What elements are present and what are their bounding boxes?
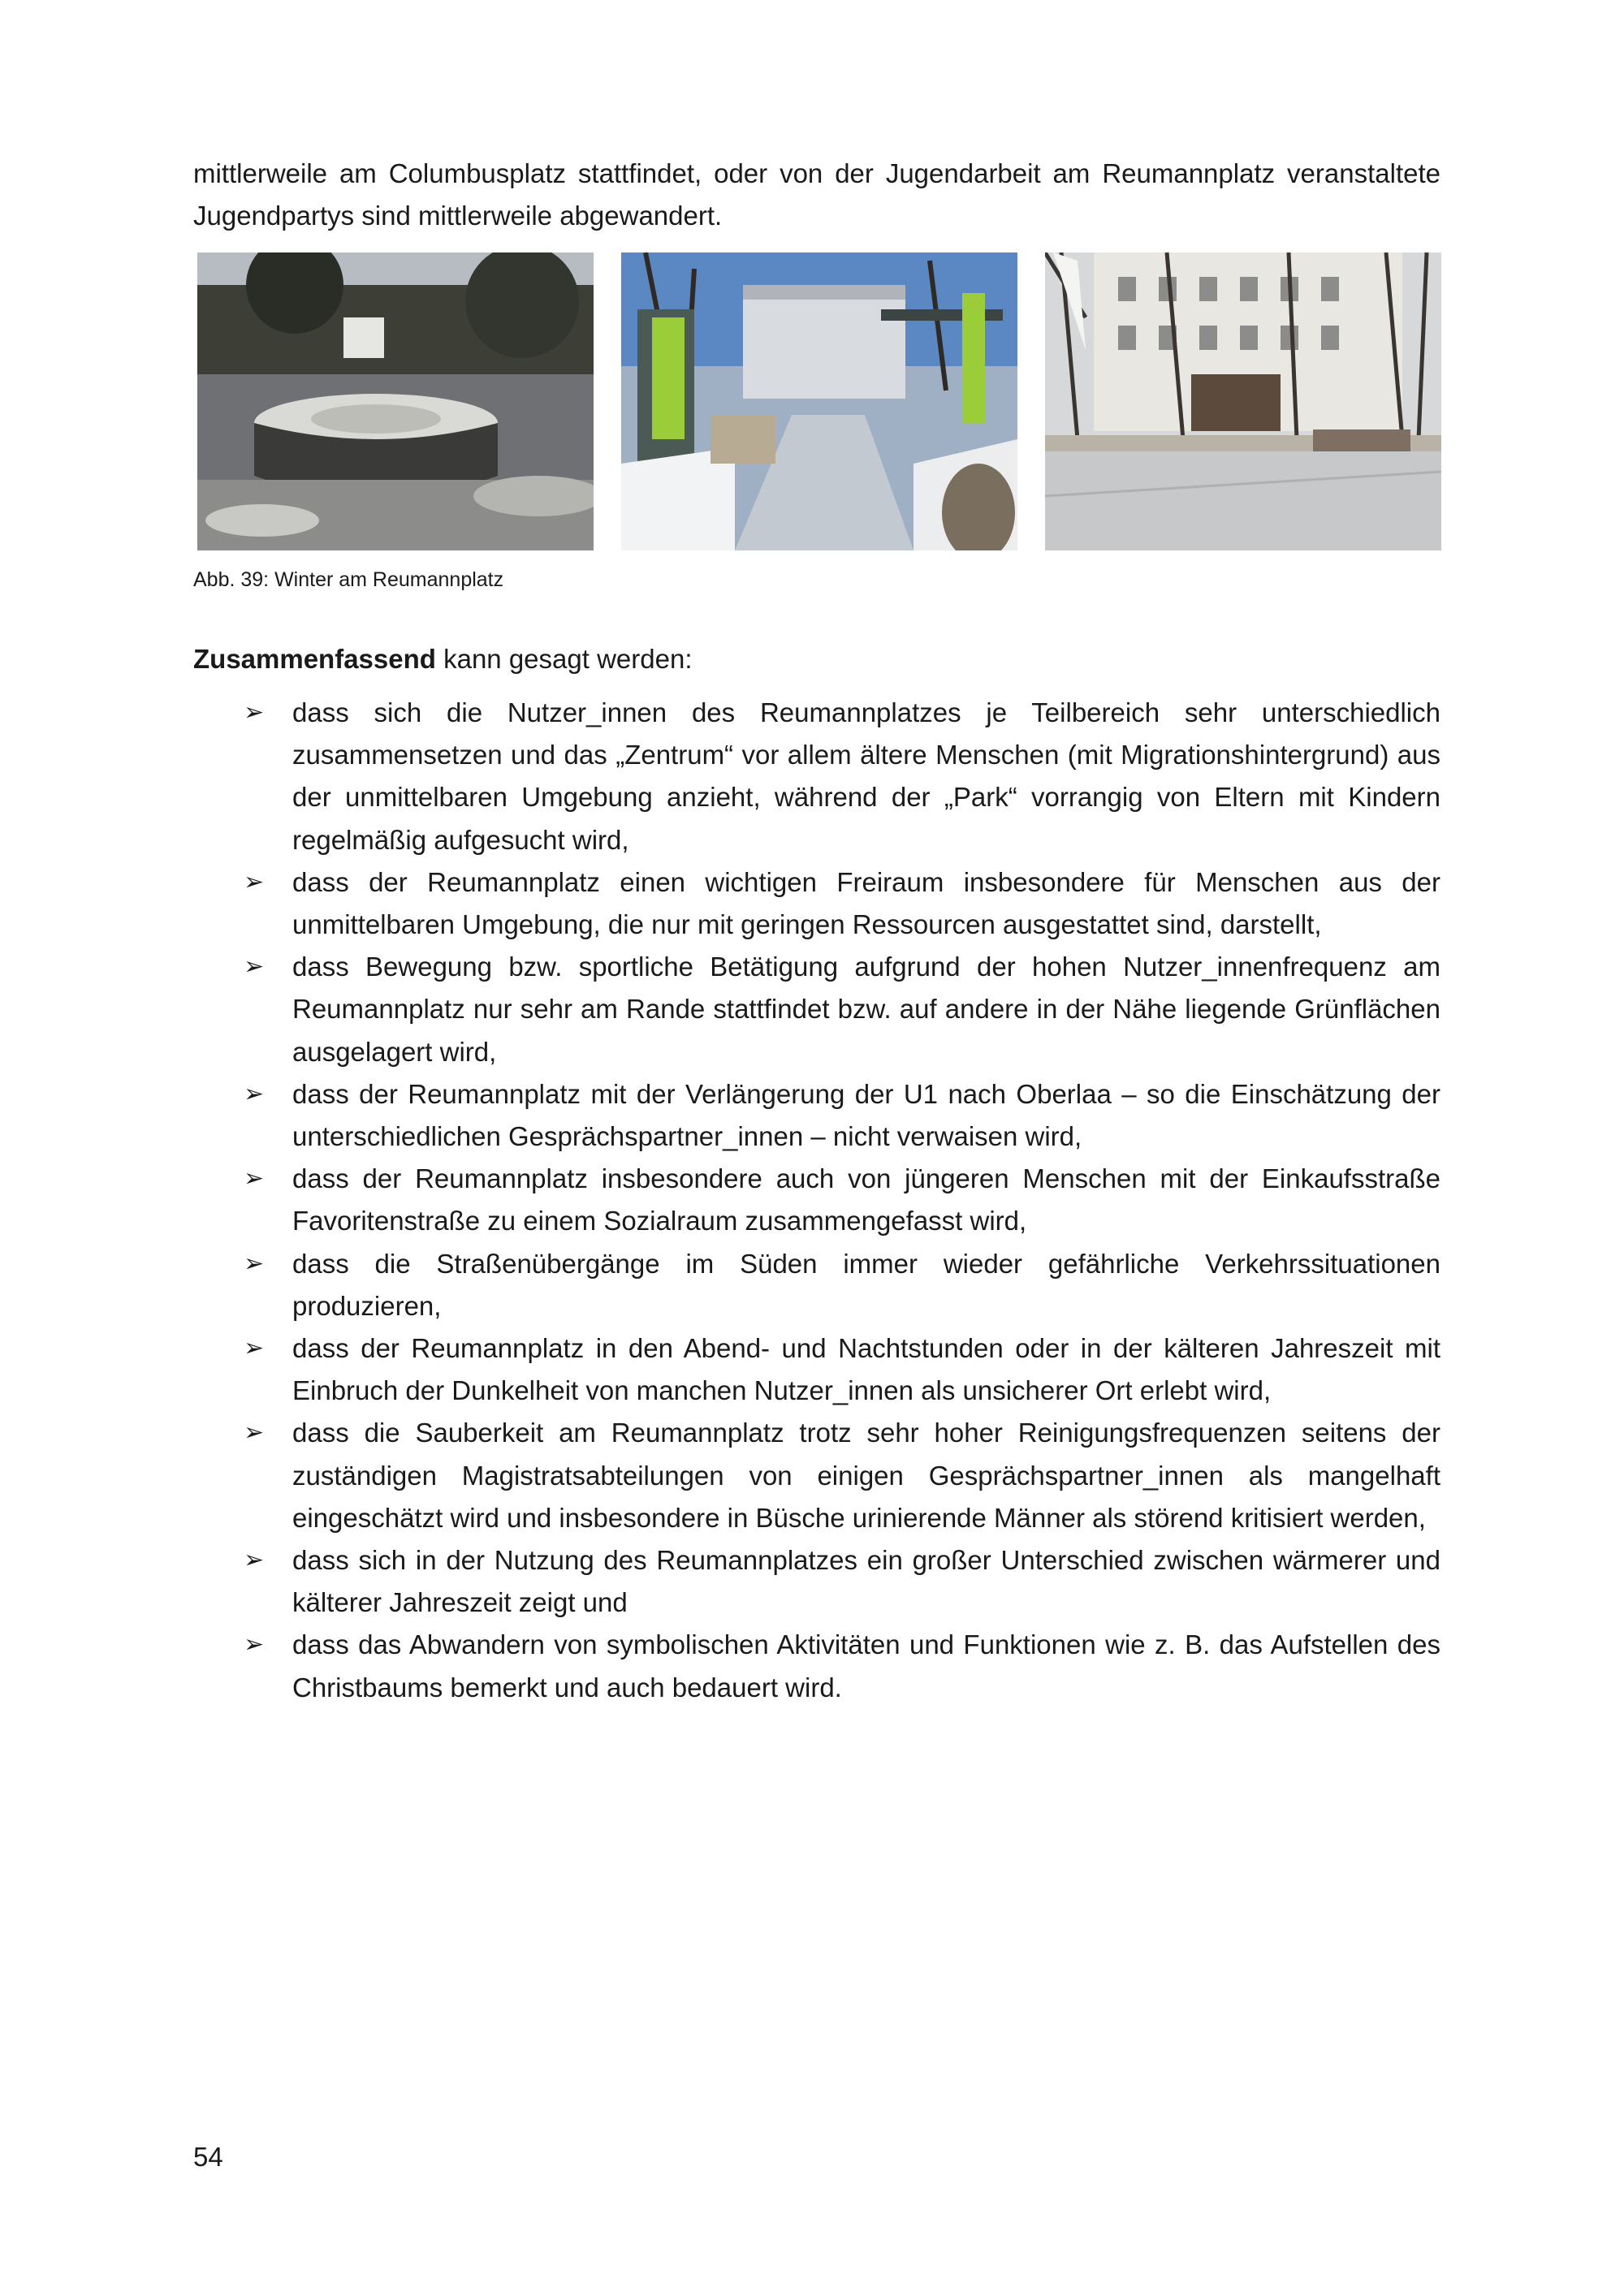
summary-lead-rest: kann gesagt werden:: [435, 644, 693, 674]
intro-paragraph: mittlerweile am Columbusplatz stattfindet, oder von der Jugendarbeit am Reumannplatz veranstaltete Jugendpartys sind mittlerweile abgewandert.: [193, 158, 1440, 231]
list-item: ➢ dass die Straßenübergänge im Süden immer wieder gefährliche Verkehrssituationen produzieren,: [193, 1243, 1440, 1327]
arrow-bullet-icon: ➢: [244, 868, 265, 896]
list-item: ➢ dass der Reumannplatz in den Abend- und Nachtstunden oder in der kälteren Jahreszeit mit Einbruch der Dunkelheit von manchen Nutzer_innen als unsicherer Ort erlebt wird,: [193, 1327, 1440, 1412]
arrow-bullet-icon: ➢: [244, 1165, 265, 1193]
list-item: ➢ dass sich die Nutzer_innen des Reumannplatzes je Teilbereich sehr unterschiedlich zusammensetzen und das „Zentrum“ vor allem ältere Menschen (mit Migrationshintergrund) aus der unmittelbaren Umgebung anzieht, während der „Park“ vorrangig von Eltern mit Kindern regelmäßig aufgesucht wird,: [193, 692, 1440, 861]
list-item: ➢ dass die Sauberkeit am Reumannplatz trotz sehr hoher Reinigungsfrequenzen seitens der zuständigen Magistratsabteilungen von einigen Gesprächspartner_innen als mangelhaft eingeschätzt wird und insbesondere in Büsche urinierende Männer als störend kritisiert werden,: [193, 1412, 1440, 1539]
page-number: 54: [193, 2142, 223, 2172]
photo-fountain: [197, 252, 594, 550]
photo-strip: [197, 252, 1445, 553]
summary-lead: [193, 638, 692, 680]
list-item: ➢ dass sich in der Nutzung des Reumannplatzes ein großer Unterschied zwischen wärmerer und kälterer Jahreszeit zeigt und: [193, 1539, 1440, 1624]
arrow-bullet-icon: ➢: [244, 1419, 265, 1447]
arrow-bullet-icon: ➢: [244, 1631, 265, 1659]
arrow-bullet-icon: ➢: [244, 1249, 265, 1277]
arrow-bullet-icon: ➢: [244, 1080, 265, 1107]
arrow-bullet-icon: ➢: [244, 1547, 265, 1574]
list-item: ➢ dass der Reumannplatz insbesondere auch von jüngeren Menschen mit der Einkaufsstraße Favoritenstraße zu einem Sozialraum zusammengefasst wird,: [193, 1158, 1440, 1242]
list-item: ➢ dass der Reumannplatz mit der Verlängerung der U1 nach Oberlaa – so die Einschätzung der unterschiedlichen Gesprächspartner_innen – nicht verwaisen wird,: [193, 1073, 1440, 1158]
arrow-bullet-icon: ➢: [244, 699, 265, 726]
figure-caption: Abb. 39: Winter am Reumannplatz: [193, 568, 504, 591]
list-item: ➢ dass der Reumannplatz einen wichtigen Freiraum insbesondere für Menschen aus der unmittelbaren Umgebung, die nur mit geringen Ressourcen ausgestattet sind, darstellt,: [193, 861, 1440, 946]
list-item: ➢ dass das Abwandern von symbolischen Aktivitäten und Funktionen wie z. B. das Aufstellen des Christbaums bemerkt und auch bedauert wird.: [193, 1624, 1440, 1708]
list-item: ➢ dass Bewegung bzw. sportliche Betätigung aufgrund der hohen Nutzer_innenfrequenz am Reumannplatz nur sehr am Rande stattfindet bzw. auf andere in der Nähe liegende Grünflächen ausgelagert wird,: [193, 946, 1440, 1073]
summary-lead-bold: Zusammenfassend: [193, 644, 436, 674]
photo-building: [1045, 252, 1441, 550]
summary-list: [193, 692, 1440, 1709]
arrow-bullet-icon: ➢: [244, 1335, 265, 1362]
arrow-bullet-icon: ➢: [244, 953, 265, 981]
photo-phone-booths: [621, 252, 1017, 550]
